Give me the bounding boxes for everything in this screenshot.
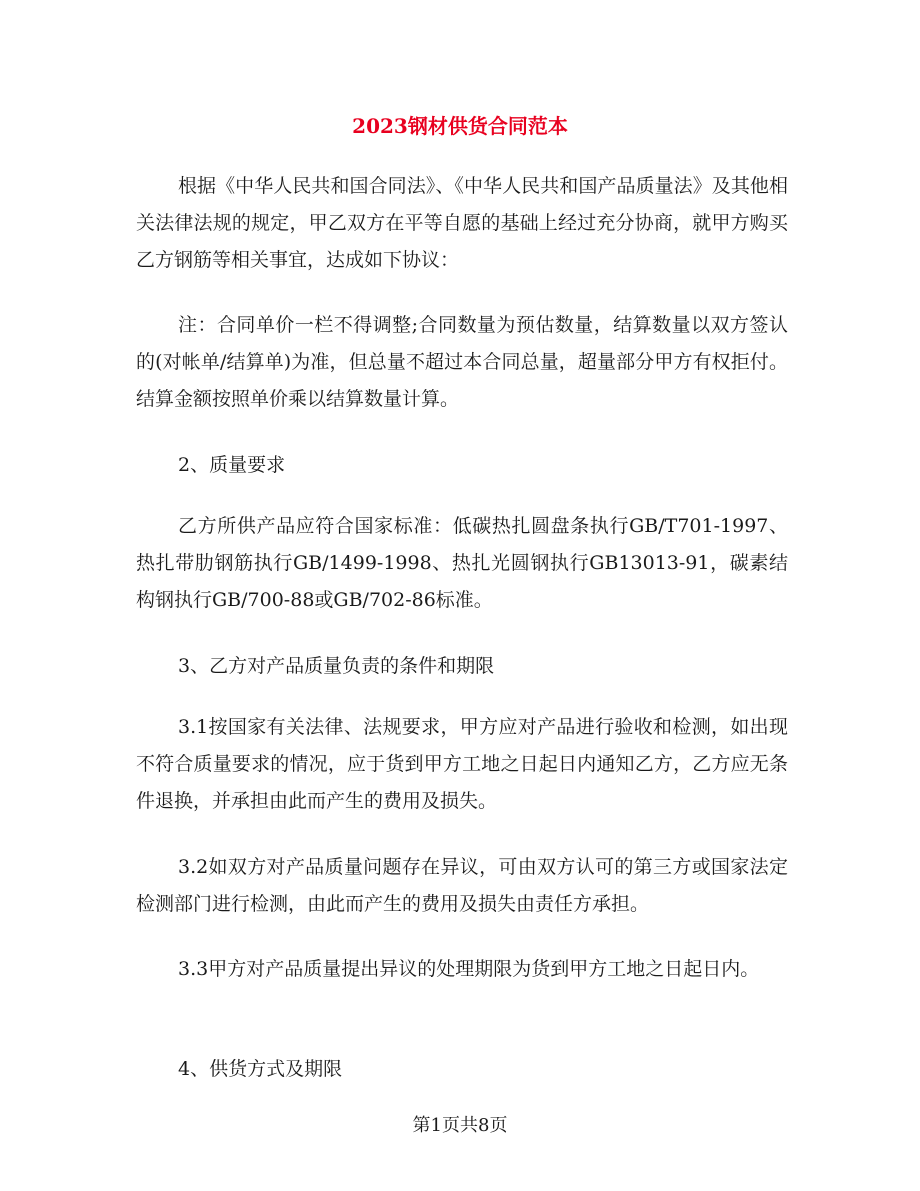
- section-heading-quality: 2、质量要求: [178, 454, 286, 476]
- paragraph-3-2: 3.2如双方对产品质量问题存在异议，可由双方认可的第三方或国家法定检测部门进行检测，由此而产生的费用及损失由责任方承担。: [136, 856, 788, 915]
- section-heading-liability: 3、乙方对产品质量负责的条件和期限: [178, 655, 495, 677]
- paragraph-intro: 根据《中华人民共和国合同法》、《中华人民共和国产品质量法》及其他相关法律法规的规定，甲乙双方在平等自愿的基础上经过充分协商，就甲方购买乙方钢筋等相关事宜，达成如下协议：: [136, 175, 788, 271]
- document-title: 2023钢材供货合同范本: [352, 114, 568, 138]
- page-number-footer: 第1页共8页: [412, 1115, 508, 1136]
- paragraph-note: 注：合同单价一栏不得调整;合同数量为预估数量，结算数量以双方签认的(对帐单/结算单)为准，但总量不超过本合同总量，超量部分甲方有权拒付。结算金额按照单价乘以结算数量计算。: [136, 314, 788, 410]
- paragraph-3-1: 3.1按国家有关法律、法规要求，甲方应对产品进行验收和检测，如出现不符合质量要求的情况，应于货到甲方工地之日起日内通知乙方，乙方应无条件退换，并承担由此而产生的费用及损失。: [136, 716, 788, 812]
- paragraph-3-3: 3.3甲方对产品质量提出异议的处理期限为货到甲方工地之日起日内。: [178, 958, 760, 980]
- paragraph-quality-standards: 乙方所供产品应符合国家标准：低碳热扎圆盘条执行GB/T701-1997、热扎带肋钢筋执行GB/1499-1998、热扎光圆钢执行GB13013-91，碳素结构钢执行GB/700-88或GB/702-86标准。: [136, 515, 788, 611]
- section-heading-supply: 4、供货方式及期限: [178, 1058, 343, 1080]
